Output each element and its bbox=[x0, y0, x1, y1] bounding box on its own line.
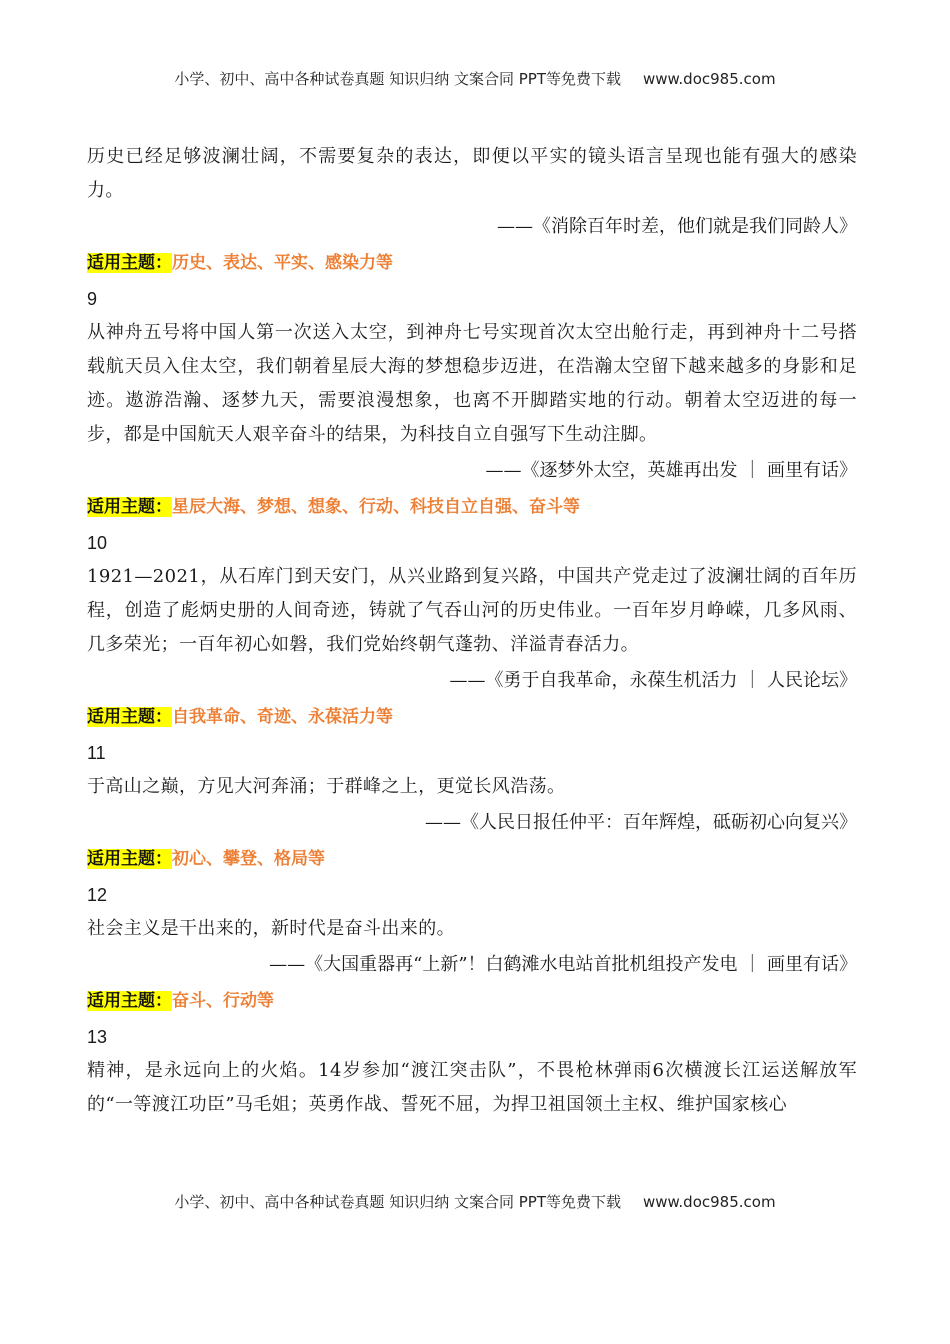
theme-keywords: 历史、表达、平实、感染力等 bbox=[172, 253, 393, 273]
footer-text: 小学、初中、高中各种试卷真题 知识归纳 文案合同 PPT等免费下载 bbox=[174, 1193, 621, 1211]
entry-text: 历史已经足够波澜壮阔，不需要复杂的表达，即便以平实的镜头语言呈现也能有强大的感染力。 bbox=[87, 146, 857, 201]
theme-label: 适用主题： bbox=[87, 497, 172, 517]
entry-number: 9 bbox=[87, 289, 98, 309]
entry-source: ——《勇于自我革命，永葆生机活力 ｜ 人民论坛》 bbox=[449, 670, 857, 691]
entry-number: 11 bbox=[87, 743, 106, 763]
theme-keywords: 初心、攀登、格局等 bbox=[172, 849, 325, 869]
entry-text: 从神舟五号将中国人第一次送入太空，到神舟七号实现首次太空出舱行走，再到神舟十二号搭载航天员入住太空，我们朝着星辰大海的梦想稳步迈进，在浩瀚太空留下越来越多的身影和足迹。遨游浩瀚、逐梦九天，需要浪漫想象，也离不开脚踏实地的行动。朝着太空迈进的每一步，都是中国航天人艰辛奋斗的结果，为科技自立自强写下生动注脚。 bbox=[87, 322, 857, 445]
entry-number: 10 bbox=[87, 533, 108, 553]
header-site-link[interactable]: www.doc985.com bbox=[642, 70, 776, 88]
theme-line bbox=[87, 490, 857, 524]
header-text: 小学、初中、高中各种试卷真题 知识归纳 文案合同 PPT等免费下载 bbox=[174, 70, 621, 88]
theme-keywords: 星辰大海、梦想、想象、行动、科技自立自强、奋斗等 bbox=[172, 497, 580, 517]
theme-line bbox=[87, 700, 857, 734]
entry-text: 精神，是永远向上的火焰。14岁参加“渡江突击队”，不畏枪林弹雨6次横渡长江运送解放军的“一等渡江功臣”马毛姐；英勇作战、誓死不屈，为捍卫祖国领土主权、维护国家核心 bbox=[87, 1060, 857, 1115]
entry-number: 12 bbox=[87, 885, 108, 905]
entry-number: 13 bbox=[87, 1027, 108, 1047]
theme-label: 适用主题： bbox=[87, 707, 172, 727]
document-body bbox=[87, 140, 857, 1122]
theme-line bbox=[87, 984, 857, 1018]
entry-source: ——《消除百年时差，他们就是我们同龄人》 bbox=[497, 216, 857, 237]
footer-site-link[interactable]: www.doc985.com bbox=[642, 1193, 776, 1211]
theme-label: 适用主题： bbox=[87, 253, 172, 273]
entry-text: 1921—2021，从石库门到天安门，从兴业路到复兴路，中国共产党走过了波澜壮阔的百年历程，创造了彪炳史册的人间奇迹，铸就了气吞山河的历史伟业。一百年岁月峥嵘，几多风雨、几多荣光；一百年初心如磐，我们党始终朝气蓬勃、洋溢青春活力。 bbox=[87, 566, 857, 655]
theme-line bbox=[87, 246, 857, 280]
theme-keywords: 自我革命、奇迹、永葆活力等 bbox=[172, 707, 393, 727]
theme-keywords: 奋斗、行动等 bbox=[172, 991, 274, 1011]
theme-label: 适用主题： bbox=[87, 991, 172, 1011]
entry-text: 于高山之巅，方见大河奔涌；于群峰之上，更觉长风浩荡。 bbox=[87, 776, 566, 797]
entry-source: ——《大国重器再“上新”！白鹤滩水电站首批机组投产发电 ｜ 画里有话》 bbox=[269, 954, 857, 975]
theme-line bbox=[87, 842, 857, 876]
entry-source: ——《人民日报任仲平：百年辉煌，砥砺初心向复兴》 bbox=[425, 812, 857, 833]
page-header bbox=[0, 68, 950, 89]
page-footer bbox=[0, 1191, 950, 1212]
entry-source: ——《逐梦外太空，英雄再出发 ｜ 画里有话》 bbox=[485, 460, 857, 481]
theme-label: 适用主题： bbox=[87, 849, 172, 869]
entry-text: 社会主义是干出来的，新时代是奋斗出来的。 bbox=[87, 918, 455, 939]
